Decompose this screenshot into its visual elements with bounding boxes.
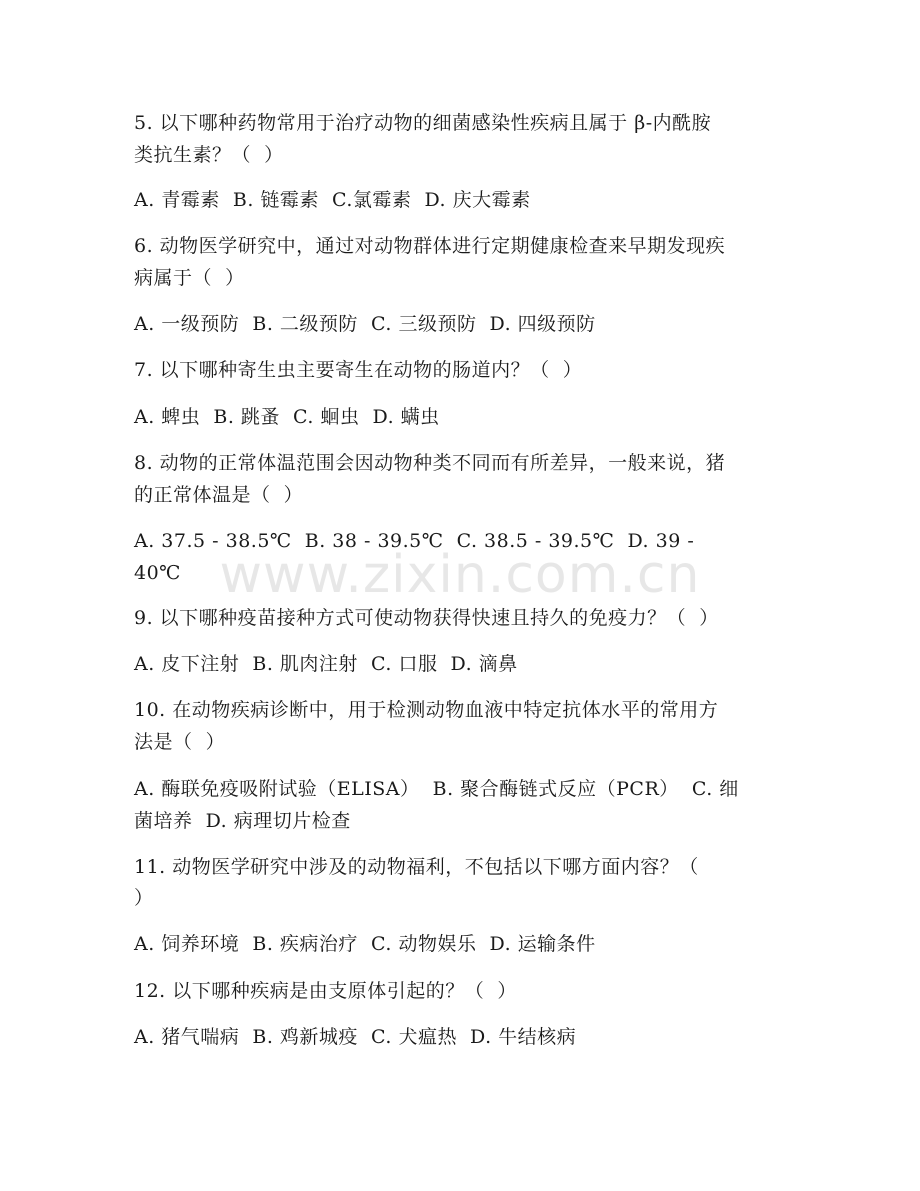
question-6-stem-line-1: 6. 动物医学研究中，通过对动物群体进行定期健康检查来早期发现疾 [134, 235, 726, 257]
question-12-options: A. 猪气喘病 B. 鸡新城疫 C. 犬瘟热 D. 牛结核病 [134, 1026, 577, 1048]
question-8-stem-line-1: 8. 动物的正常体温范围会因动物种类不同而有所差异，一般来说，猪 [134, 452, 726, 474]
question-5-options: A. 青霉素 B. 链霉素 C.氯霉素 D. 庆大霉素 [134, 189, 531, 211]
question-9-stem-line-1: 9. 以下哪种疫苗接种方式可使动物获得快速且持久的免疫力？（ ） [134, 607, 719, 629]
question-9-options: A. 皮下注射 B. 肌肉注射 C. 口服 D. 滴鼻 [134, 653, 518, 675]
question-5-stem-line-1: 5. 以下哪种药物常用于治疗动物的细菌感染性疾病且属于 β-内酰胺 [134, 112, 712, 134]
question-11-options: A. 饲养环境 B. 疾病治疗 C. 动物娱乐 D. 运输条件 [134, 933, 596, 955]
question-11-stem-line-1: 11. 动物医学研究中涉及的动物福利，不包括以下哪方面内容？（ [134, 856, 699, 878]
watermark: www.zixin.com.cn [219, 545, 701, 605]
question-8-stem-line-2: 的正常体温是（ ） [134, 484, 304, 506]
question-10-stem-line-1: 10. 在动物疾病诊断中，用于检测动物血液中特定抗体水平的常用方 [134, 699, 719, 721]
question-12-stem-line-1: 12. 以下哪种疾病是由支原体引起的？（ ） [134, 980, 517, 1002]
question-11-stem-line-2: ） [134, 887, 154, 909]
question-10-options-line-1: A. 酶联免疫吸附试验（ELISA） B. 聚合酶链式反应（PCR） C. 细 [134, 778, 739, 800]
question-10-options-line-2: 菌培养 D. 病理切片检查 [134, 810, 351, 832]
question-7-stem-line-1: 7. 以下哪种寄生虫主要寄生在动物的肠道内？（ ） [134, 359, 583, 381]
question-6-stem-line-2: 病属于（ ） [134, 267, 245, 289]
question-7-options: A. 蜱虫 B. 跳蚤 C. 蛔虫 D. 螨虫 [134, 406, 440, 428]
question-8-options-line-2: 40℃ [134, 562, 181, 584]
question-10-stem-line-2: 法是（ ） [134, 731, 226, 753]
question-5-stem-line-2: 类抗生素？（ ） [134, 144, 284, 166]
question-8-options-line-1: A. 37.5 - 38.5℃ B. 38 - 39.5℃ C. 38.5 - 39.5℃ D. 39 - [134, 530, 695, 552]
question-6-options: A. 一级预防 B. 二级预防 C. 三级预防 D. 四级预防 [134, 313, 596, 335]
